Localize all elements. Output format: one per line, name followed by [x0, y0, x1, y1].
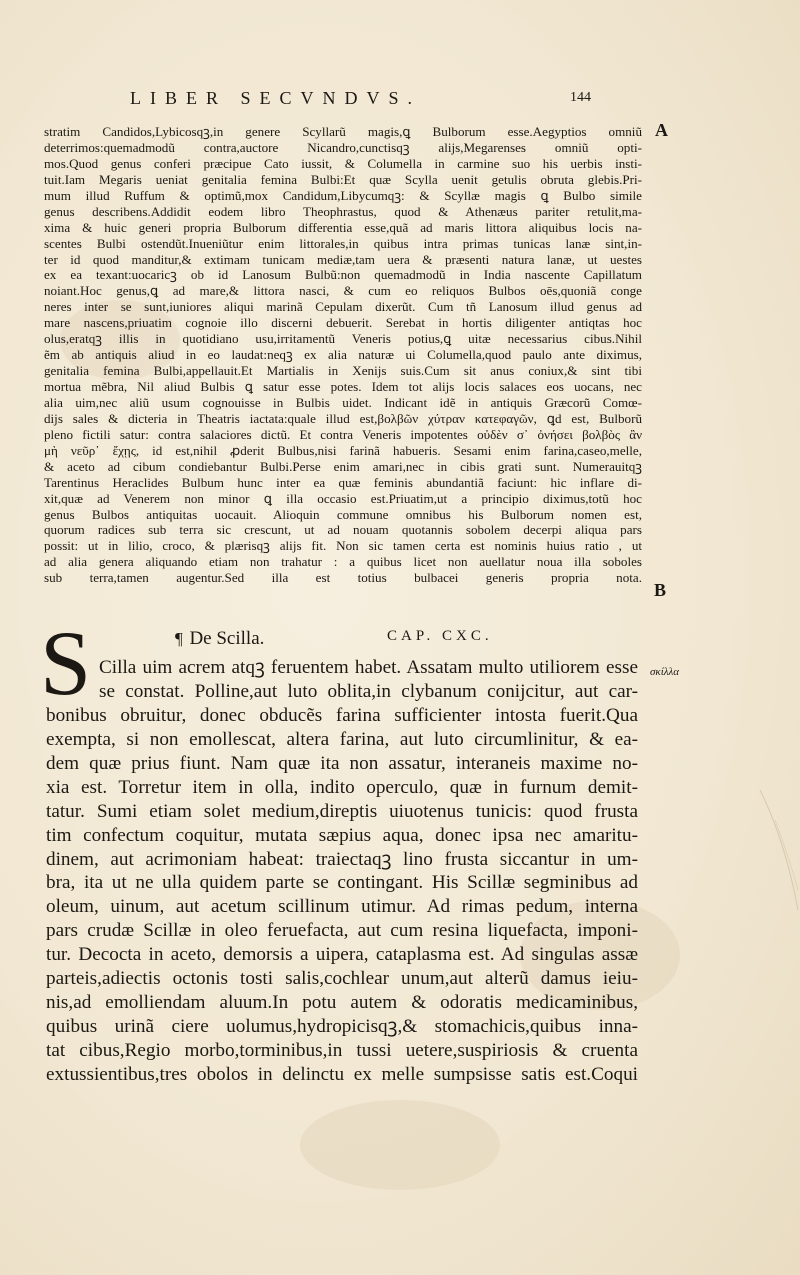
text-line: oleum, uinum, aut acetum scillinum utimur. Ad rimas pedum, interna — [46, 896, 638, 918]
text-line: mum illud Ruffum & optimũ,mox Candidum,Libycumqꝫ: & Scyllæ magis ꝗ Bulbo simile — [44, 187, 642, 203]
page-edge-curl — [740, 780, 800, 920]
text-line: dijs sales & dicteria in Theatris iactata:quale illud est,βολβῶν χύτραν κατεφαγῶν, ꝗd est, Bulborũ — [44, 410, 642, 426]
text-line: genus describens.Addidit eodem libro Theophrastus, quod & Athenæus pariter retulit,ma- — [44, 203, 642, 219]
scilla-text-block — [46, 656, 638, 1087]
chapter-heading — [175, 628, 555, 652]
text-line: tat cibus,Regio morbo,torminibus,in tussi uetere,suspiriosis & cruenta — [46, 1040, 638, 1061]
text-line: tur. Decocta in aceto, demorsis a uipera, cataplasma est. Ad singulas assæ — [46, 944, 638, 966]
text-line: tatur. Sumi etiam solet medium,direptis uiuotenus tunicis: quod frusta — [46, 800, 638, 822]
text-line: se constat. Polline,aut luto oblita,in clybanum conijcitur, aut car- — [99, 680, 638, 702]
text-line: dem quæ prius fiunt. Nam quæ ita non assatur, interaneis maxime no- — [46, 752, 638, 774]
text-line: genitalia femina Bulbi,appellauit.Et Martialis in Xenijs suis.Cum sit anus coniux,& sint tibi — [44, 363, 642, 379]
main-text-block — [44, 124, 642, 586]
text-line: neres inter se sunt,iuniores aliqui marinã Cepulam dixerũt. Cum tñ Lanosum illud genus ad — [44, 299, 642, 315]
text-line: possit: ut in lilio, croco, & plærisqꝫ alijs fit. Non sic tamen certa est nominis huius ratio , ut — [44, 538, 642, 554]
text-line: bonibus obruitur, donec obducẽs farina sufficienter intosta fuerit.Qua — [46, 704, 638, 726]
text-line: stratim Candidos,Lybicosqꝫ,in genere Scyllarũ magis,ꝗ Bulborum esse.Aegyptios omniũ — [44, 124, 642, 139]
text-line: Cilla uim acrem atqꝫ feruentem habet. Assatam multo utiliorem esse — [99, 657, 638, 678]
text-line: nis,ad emolliendam aluum.In potu autem & odoratis medicaminibus, — [46, 992, 638, 1014]
text-line: extussientibus,tres obolos in delinctu ex melle sumpsisse satis est.Coqui — [46, 1063, 638, 1085]
text-line: parteis,adiectis octonis tosti salis,cochlear unum,aut alterũ damus ieiu- — [46, 968, 638, 990]
page-number: 144 — [570, 90, 591, 105]
text-line: genus Bulbos antiquitas uocauit. Alioquin commune omnibus his Bulborum nomen est, — [44, 506, 642, 522]
text-line: quibus urinã ciere uolumus,hydropicisqꝫ,& stomachicis,quibus inna- — [46, 1016, 638, 1038]
text-line: olus,eratqꝫ illis in quotidiano usu,irritamentũ Veneris potius,ꝗ uitæ necessarius cibus.Nihil — [44, 331, 642, 347]
text-line: pars crudæ Scillæ in oleo feruefacta, aut cum resina liquefacta, imponi- — [46, 920, 638, 942]
pilcrow-icon: ¶ — [175, 629, 183, 648]
chapter-number: CAP. CXC. — [387, 628, 493, 644]
margin-letter-b: B — [654, 580, 667, 600]
text-line: mos.Quod genus conferi præcipue Cato iussit, & Columella in carmine suo his uerbis insti- — [44, 155, 642, 171]
margin-greek-note: σκίλλα — [650, 666, 680, 678]
text-line: tim confectum coquitur, mutata sæpius aqua, donec ipsa nec amaritu- — [46, 824, 638, 846]
text-line: μὴ νεῦρ᾽ ἔχῃς, id est,nihil ꝓderit Bulbus,nisi farinã habueris. Sesami enim farina,caseo,melle, — [44, 442, 642, 458]
chapter-title: De Scilla. — [189, 628, 265, 649]
text-line: mortua mẽbra, Nil aliud Bulbis ꝗ satur esse potes. Idem tot alijs locis salaces eos uocans, nec — [44, 379, 642, 394]
text-line: tuit.Iam Megaris ueniat genitalia femina Bulbi:Et quæ Scylla uenit getulis obruta glebis.Pri- — [44, 171, 642, 187]
text-line: deterrimos:quemadmodũ contra,auctore Nicandro,cunctisqꝫ alijs,Megarenses omniũ opti- — [44, 139, 642, 155]
running-header — [130, 88, 630, 114]
text-line: quorum radices sub terra sic crescunt, ut ad nouam quotannis sobolem decerpi aliqua pars — [44, 522, 642, 538]
text-line: alia uim,nec aliũ usum cognouisse in Bulbis uidet. Indicant idẽ in antiquis Græcorũ Comœ- — [44, 394, 642, 410]
text-line: exempta, si non emollescat, altera farina, aut luto circumlinitur, & ea- — [46, 728, 638, 750]
text-line: ẽm ab antiquis aliud in eo laudat:neqꝫ ex alia naturæ ui Columella,quod paulo ante diximus, — [44, 347, 642, 363]
dropcap-letter: S — [40, 612, 92, 714]
text-line: ad alia genera aliquando etiam non trahatur : a quibus licet non auellatur noua illa soboles — [44, 554, 642, 570]
text-line: dinem, aut acrimoniam habeat: traiectaqꝫ lino frusta siccantur in um- — [46, 848, 638, 870]
text-line: ex ea texant:uocaricꝫ ob id Lanosum Bulbũ:non quemadmodũ in India nascente Capillatum — [44, 267, 642, 283]
text-line: mare nascens,priuatim cognoie illo discerni debuerit. Serebat in hortis diligenter antiqtas hoc — [44, 315, 642, 331]
text-line: Tarentinus Heraclides Bulbum hunc inter ea quæ feminis abundantiã faciunt: hic inflare di- — [44, 474, 642, 490]
text-line: bra, ita ut ne ulla quidem parte se contingant. His Scillæ segminibus ad — [46, 872, 638, 894]
text-line: ter id quod manditur,& extimam tunicam mediæ,tam uera & præsenti natura lanæ, ut uestes — [44, 251, 642, 267]
text-line: xit,quæ ad Venerem non minor ꝗ illa occasio est.Priuatim,ut a principio diximus,totũ hoc — [44, 490, 642, 506]
running-title: LIBER SECVNDVS. — [130, 88, 422, 108]
text-line: xima & huic generi propria Bulborum differentia esse,quã ad maris littora aliquibus locis na- — [44, 219, 642, 235]
text-line: scentes Bulbi ostendũt.Inueniũtur enim littorales,in quibus intra primas tunicas lanæ sint,in- — [44, 235, 642, 251]
text-line: pleno fictili satur: contra salaciores dictũ. Et contra Veneris impotentes οὐδὲν σ᾽ ὀνήσει βολβὸς ἂν — [44, 426, 642, 442]
text-line: noiant.Hoc genus,ꝗ ad mare,& littora nasci, & cum eo reliquos Bulbos oēs,quoniã conge — [44, 283, 642, 299]
paper-stain — [300, 1100, 500, 1190]
text-line: & aceto ad cibum condiebantur Bulbi.Perse enim amari,nec in cibis grati sunt. Numerauitqꝫ — [44, 458, 642, 474]
text-line: xia est. Torretur item in olla, indito operculo, quæ in furnum demit- — [46, 776, 638, 798]
text-line: sub terra,tamen augentur.Sed illa est totius bulbacei generis propria nota. — [44, 570, 642, 586]
margin-letter-a: A — [655, 120, 668, 140]
